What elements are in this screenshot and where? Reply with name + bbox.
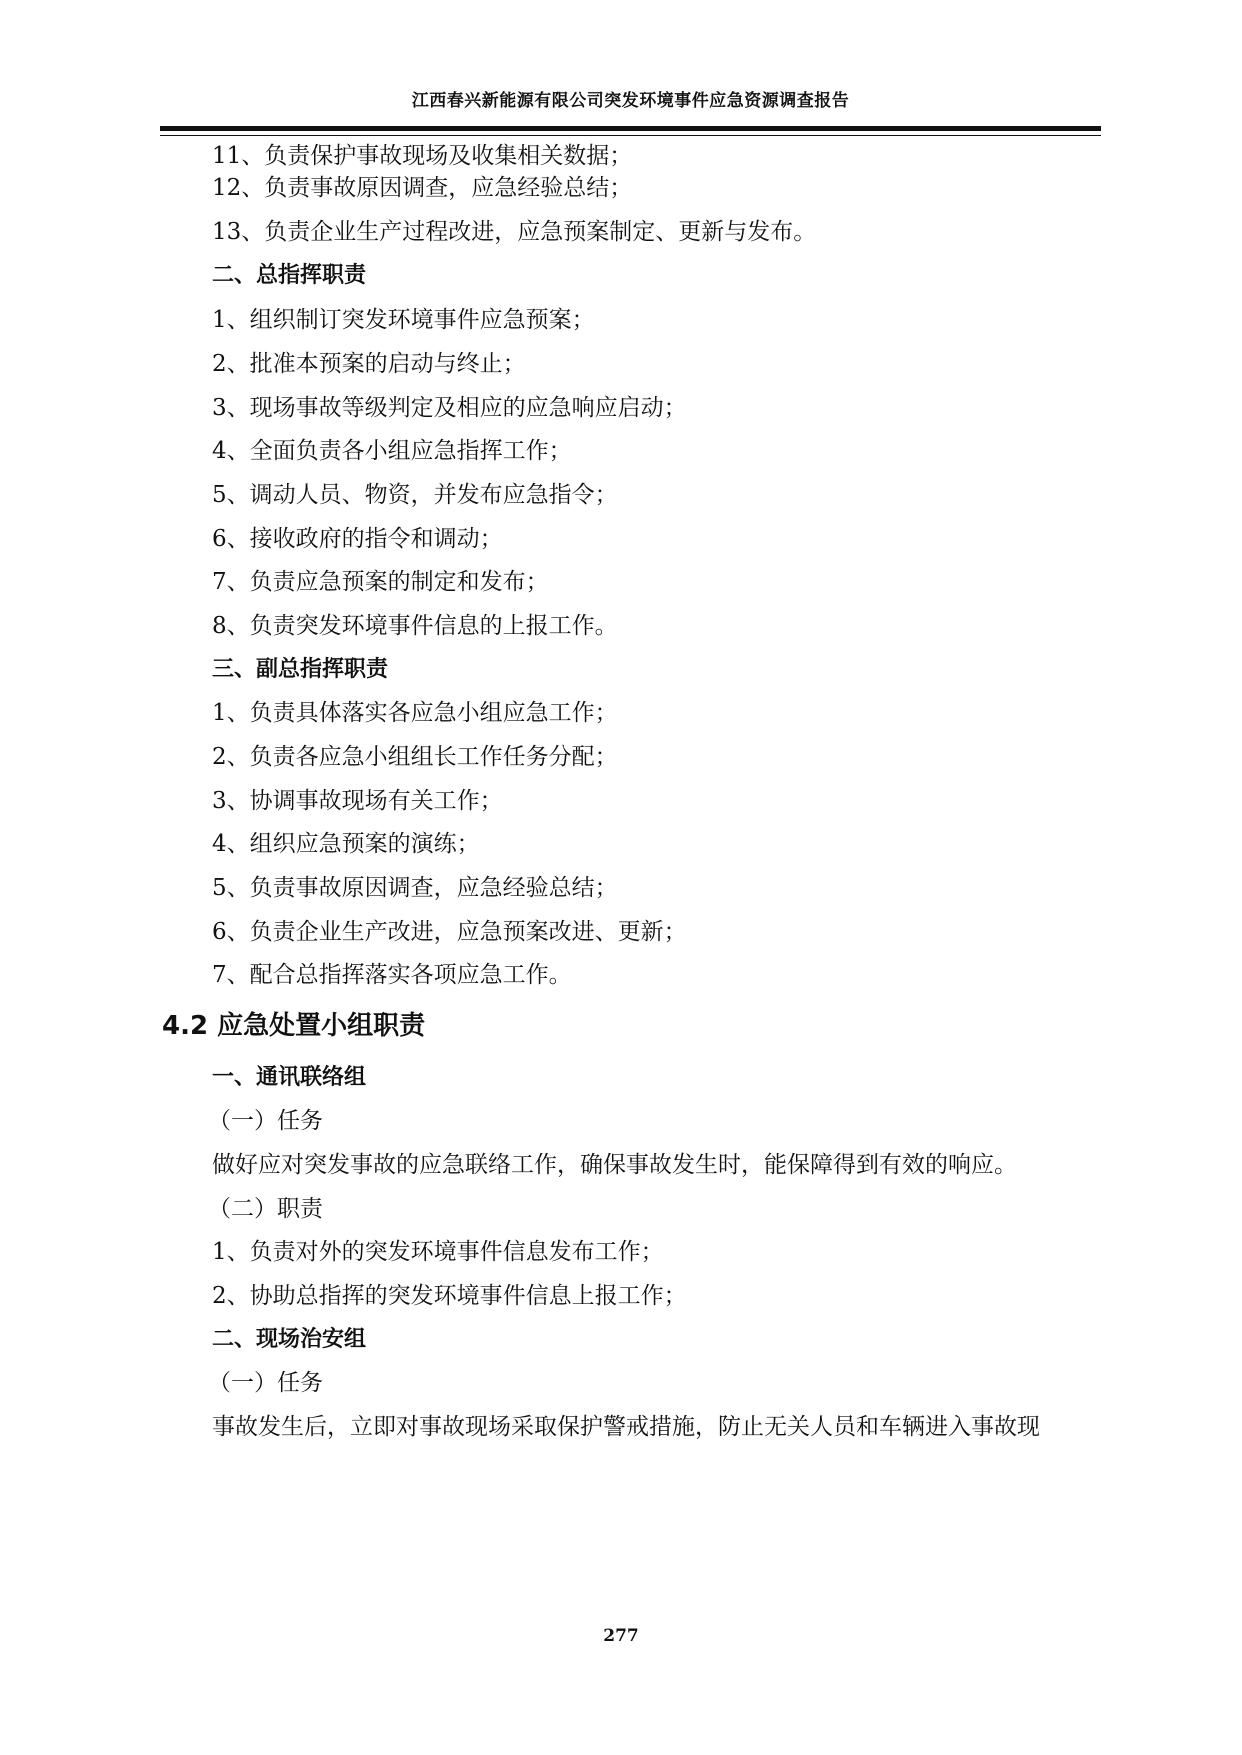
paragraph-label: （二）职责 [208,1196,323,1222]
paragraph: 做好应对突发事故的应急联络工作，确保事故发生时，能保障得到有效的响应。 [212,1152,1017,1178]
list-item: 6、接收政府的指令和调动； [212,526,503,552]
list-item: 11、负责保护事故现场及收集相关数据； [212,143,633,169]
list-item: 1、组织制订突发环境事件应急预案； [212,307,595,333]
paragraph: 事故发生后，立即对事故现场采取保护警戒措施，防止无关人员和车辆进入事故现 [212,1414,1040,1440]
list-item: 3、现场事故等级判定及相应的应急响应启动； [212,395,687,421]
page-header-title: 江西春兴新能源有限公司突发环境事件应急资源调查报告 [411,91,850,111]
list-item: 13、负责企业生产过程改进，应急预案制定、更新与发布。 [212,219,817,245]
list-item: 12、负责事故原因调查，应急经验总结； [212,175,633,201]
list-item: 8、负责突发环境事件信息的上报工作。 [212,613,618,639]
subsection-heading: 三、副总指挥职责 [212,657,389,682]
list-item: 1、负责具体落实各应急小组应急工作； [212,700,618,726]
header-rule-thin [160,135,1101,136]
subsection-heading: 二、总指挥职责 [212,263,367,288]
list-item: 4、组织应急预案的演练； [212,831,480,857]
list-item: 2、负责各应急小组组长工作任务分配； [212,744,618,770]
list-item: 7、负责应急预案的制定和发布； [212,569,549,595]
list-item: 6、负责企业生产改进，应急预案改进、更新； [212,919,687,945]
subsection-heading: 一、通讯联络组 [212,1065,367,1090]
list-item: 5、调动人员、物资，并发布应急指令； [212,482,618,508]
paragraph-label: （一）任务 [208,1370,323,1396]
page-number: 277 [603,1626,639,1646]
list-item: 4、全面负责各小组应急指挥工作； [212,438,572,464]
list-item: 5、负责事故原因调查，应急经验总结； [212,875,618,901]
list-item: 1、负责对外的突发环境事件信息发布工作； [212,1239,664,1265]
section-heading: 4.2 应急处置小组职责 [162,1011,426,1041]
paragraph-label: （一）任务 [208,1108,323,1134]
list-item: 7、配合总指挥落实各项应急工作。 [212,962,572,988]
subsection-heading: 二、现场治安组 [212,1327,367,1352]
list-item: 3、协调事故现场有关工作； [212,788,503,814]
list-item: 2、协助总指挥的突发环境事件信息上报工作； [212,1283,687,1309]
list-item: 2、批准本预案的启动与终止； [212,351,526,377]
header-rule-thick [160,126,1101,131]
